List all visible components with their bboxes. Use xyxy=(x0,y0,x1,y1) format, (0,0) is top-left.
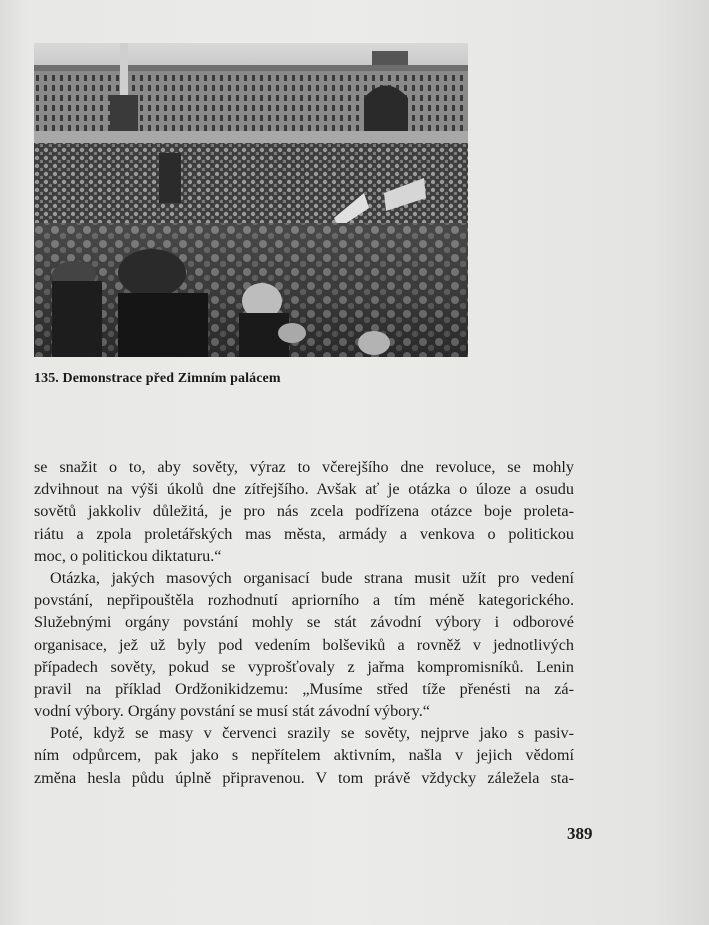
text-line: případech sověty, pokud se vyprošťovaly z jařma kompromisníků. Lenin xyxy=(34,657,574,676)
text-line: povstání, nepřipouštěla rozhodnutí apriorního a tím méně kategorického. xyxy=(34,591,574,610)
page-number: 389 xyxy=(567,824,593,843)
text-line: sovětů jakkoliv důležitá, je pro nás zcela podřízena otázce boje proleta- xyxy=(34,502,574,521)
text-line: změna hesla půdu úplně připravenou. V tom právě vždycky záležela sta- xyxy=(34,768,574,787)
text-line: Otázka, jakých masových organisací bude strana musit užít pro vedení xyxy=(50,568,574,587)
text-line: Služebnými orgány povstání mohly se stát závodní výbory i odborové xyxy=(34,613,574,632)
text-line: ním odpůrcem, pak jako s nepřítelem aktivním, našla v jejich vědomí xyxy=(34,746,574,765)
text-line: se snažit o to, aby sověty, výraz to včerejšího dne revoluce, se mohly xyxy=(34,458,574,476)
text-line: pravil na příklad Ordžonikidzemu: „Musíme střed tíže přenésti na zá- xyxy=(34,679,574,698)
body-text xyxy=(34,456,574,789)
text-line: moc, o politickou diktaturu.“ xyxy=(34,546,222,565)
figure-caption: 135. Demonstrace před Zimním palácem xyxy=(34,371,281,386)
text-line: Poté, když se masy v červenci srazily se sověty, nejprve jako s pasiv- xyxy=(50,724,574,743)
text-line: vodní výbory. Orgány povstání se musí stát závodní výbory.“ xyxy=(34,702,430,721)
text-line: riátu a zpola proletářských mas města, armády a venkova o politickou xyxy=(34,524,574,543)
text-line: organisace, jež už byly pod vedením bolševiků a rovněž v jednotlivých xyxy=(34,635,574,654)
photo-image xyxy=(34,43,468,357)
text-line: zdvihnout na výši úkolů dne zítřejšího. Avšak ať je otázka o úloze a osudu xyxy=(34,480,574,499)
demonstration-photo xyxy=(34,43,468,357)
